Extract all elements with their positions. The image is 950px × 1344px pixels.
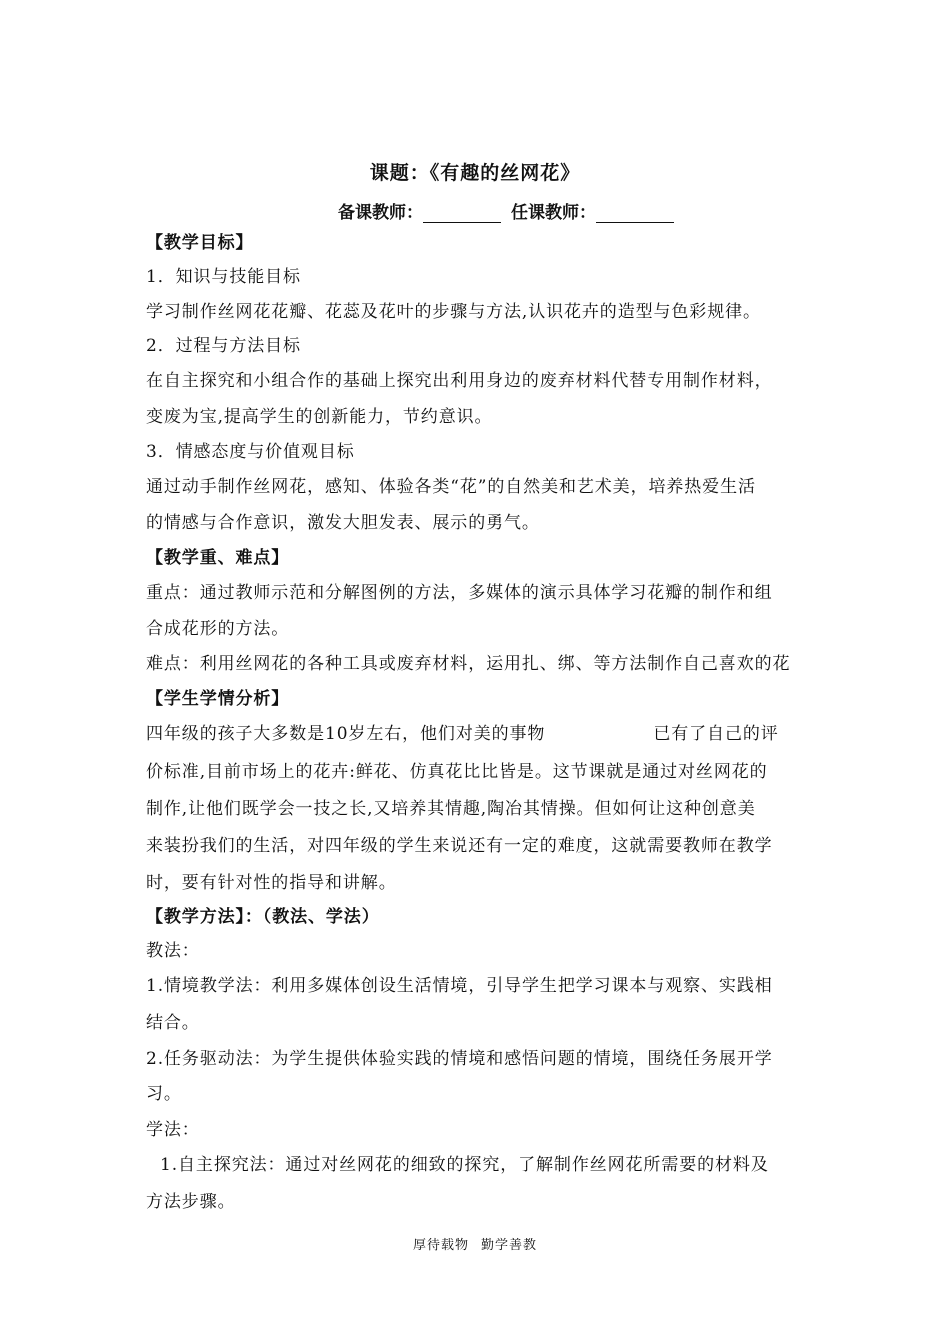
page-footer xyxy=(0,1234,950,1253)
footer-motto-right: 勤学善教 xyxy=(481,1238,538,1253)
section-heading-methods: 【教学方法】：（教法、学法） xyxy=(146,907,380,927)
learning-methods-label: 学法： xyxy=(146,1120,200,1140)
goal-1-text: 学习制作丝网花花瓣、花蕊及花叶的步骤与方法,认识花卉的造型与色彩规律。 xyxy=(146,302,761,322)
analysis-line-1 xyxy=(146,724,779,744)
footer-motto-left: 厚待载物 xyxy=(412,1238,469,1253)
teach-teacher-blank xyxy=(596,206,674,223)
teach-teacher-label: 任课教师： xyxy=(511,203,596,223)
analysis-line-1-part-b: 已有了自己的评 xyxy=(653,724,779,744)
section-heading-goals: 【教学目标】 xyxy=(146,233,254,253)
goal-3-text-line-1: 通过动手制作丝网花，感知、体验各类“花”的自然美和艺术美，培养热爱生活 xyxy=(146,477,756,497)
analysis-line-5: 时，要有针对性的指导和讲解。 xyxy=(146,873,397,893)
analysis-line-4: 来装扮我们的生活，对四年级的学生来说还有一定的难度，这就需要教师在教学 xyxy=(146,836,773,856)
section-heading-analysis: 【学生学情分析】 xyxy=(146,689,290,709)
goal-2-text-line-2: 变废为宝,提高学生的创新能力，节约意识。 xyxy=(146,407,493,427)
goal-2-title: 2．过程与方法目标 xyxy=(146,336,301,356)
method-2-line-1: 2.任务驱动法：为学生提供体验实践的情境和感悟问题的情境，围绕任务展开学 xyxy=(146,1049,773,1069)
learning-method-1-line-2: 方法步骤。 xyxy=(146,1192,236,1212)
analysis-line-1-part-a: 四年级的孩子大多数是10岁左右，他们对美的事物 xyxy=(146,724,546,744)
goal-3-text-line-2: 的情感与合作意识，激发大胆发表、展示的勇气。 xyxy=(146,513,540,533)
analysis-line-2: 价标准,目前市场上的花卉:鲜花、仿真花比比皆是。这节课就是通过对丝网花的 xyxy=(146,762,768,782)
teaching-methods-label: 教法： xyxy=(146,941,200,961)
prep-teacher-blank xyxy=(423,206,501,223)
analysis-line-3: 制作,让他们既学会一技之长,又培养其情趣,陶冶其情操。但如何让这种创意美 xyxy=(146,799,756,819)
method-2-line-2: 习。 xyxy=(146,1084,182,1104)
teacher-line xyxy=(338,198,684,223)
method-1-line-2: 结合。 xyxy=(146,1013,200,1033)
goal-3-title: 3．情感态度与价值观目标 xyxy=(146,442,355,462)
key-point-line-2: 合成花形的方法。 xyxy=(146,619,290,639)
page-title: 课题：《有趣的丝网花》 xyxy=(369,162,581,184)
prep-teacher-label: 备课教师： xyxy=(338,203,423,223)
section-heading-key-points: 【教学重、难点】 xyxy=(146,548,290,568)
goal-1-title: 1．知识与技能目标 xyxy=(146,267,301,287)
goal-2-text-line-1: 在自主探究和小组合作的基础上探究出利用身边的废弃材料代替专用制作材料， xyxy=(146,371,773,391)
learning-method-1-line-1: 1.自主探究法：通过对丝网花的细致的探究，了解制作丝网花所需要的材料及 xyxy=(160,1155,769,1175)
key-point-line-1: 重点：通过教师示范和分解图例的方法，多媒体的演示具体学习花瓣的制作和组 xyxy=(146,583,773,603)
method-1-line-1: 1.情境教学法：利用多媒体创设生活情境，引导学生把学习课本与观察、实践相 xyxy=(146,976,773,996)
difficulty-line-1: 难点：利用丝网花的各种工具或废弃材料，运用扎、绑、等方法制作自己喜欢的花 xyxy=(146,654,791,674)
